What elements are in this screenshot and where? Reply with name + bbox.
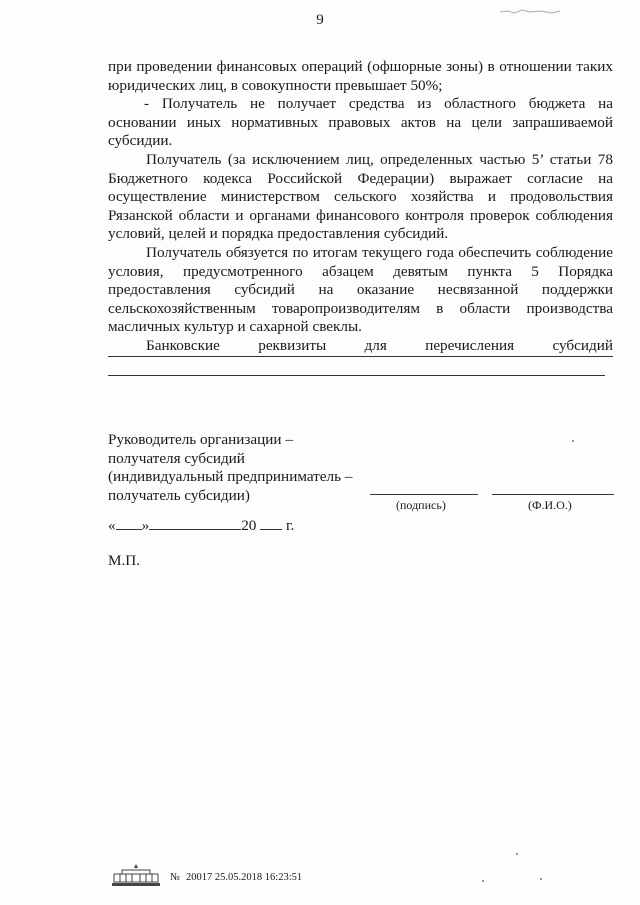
date-year-suffix: г.: [285, 517, 295, 534]
signatory-line: получатель субсидии): [108, 486, 250, 504]
signatory-block: [108, 431, 368, 505]
scan-artifact: [482, 880, 484, 882]
registration-number-symbol: №: [170, 872, 181, 883]
bank-details-line: [108, 375, 605, 376]
bank-word: реквизиты: [258, 336, 327, 354]
signature-field: [370, 494, 478, 495]
scan-artifact: [572, 440, 574, 442]
registration-footer: [108, 862, 302, 893]
date-year-prefix: 20: [241, 517, 257, 534]
bank-word: Банковские: [146, 336, 220, 354]
scan-artifact: [540, 878, 542, 880]
bank-word: для: [364, 336, 387, 354]
date-close-quote: »: [141, 517, 150, 534]
paragraph-offshore: при проведении финансовых операций (офшорные зоны) в отношении таких юридических лиц, в совокупности превышает 50%;: [108, 58, 613, 94]
paragraph-no-budget: - Получатель не получает средства из областного бюджета на основании иных нормативных правовых актов на цели запрашиваемой субсидии.: [108, 95, 613, 150]
paragraph-obligation: Получатель обязуется по итогам текущего года обеспечить соблюдение условия, предусмотренного абзацем девятым пункта 5 Порядка предоставления субсидий на оказание несвязанной поддержки сельскохозяйственным товаропроизводителям в области производства масличных культур и сахарной свеклы.: [108, 243, 613, 336]
signature-caption: (подпись): [396, 498, 446, 512]
scan-artifact: [516, 853, 518, 855]
bank-details-heading: [108, 337, 613, 356]
stamp-place: М.П.: [108, 552, 141, 569]
bank-details-line: [108, 356, 613, 357]
date-day-field: [116, 516, 142, 530]
scan-artifact: [500, 2, 560, 8]
name-caption: (Ф.И.О.): [528, 498, 572, 512]
date-line: [108, 516, 294, 535]
signatory-line: Руководитель организации –: [108, 431, 293, 448]
date-month-field: [149, 516, 241, 530]
name-field: [492, 494, 614, 495]
bank-word: субсидий: [552, 336, 613, 354]
registration-stamp-text: 20017 25.05.2018 16:23:51: [186, 872, 303, 883]
date-year-field: [260, 516, 282, 530]
paragraph-consent: Получатель (за исключением лиц, определенных частью 5’ статьи 78 Бюджетного кодекса Российской Федерации) выражает согласие на осуществление министерством сельского хозяйства и продовольствия Рязанской области и органами финансового контроля проверок соблюдения условий, целей и порядка предоставления субсидий.: [108, 150, 613, 243]
date-open-quote: «: [108, 517, 116, 534]
page-number: 9: [316, 12, 324, 28]
signatory-line: получателя субсидий: [108, 449, 245, 467]
ministry-building-icon: [108, 862, 164, 893]
bank-word: перечисления: [425, 336, 515, 354]
document-body: [108, 58, 613, 356]
signatory-line: (индивидуальный предприниматель –: [108, 468, 353, 486]
